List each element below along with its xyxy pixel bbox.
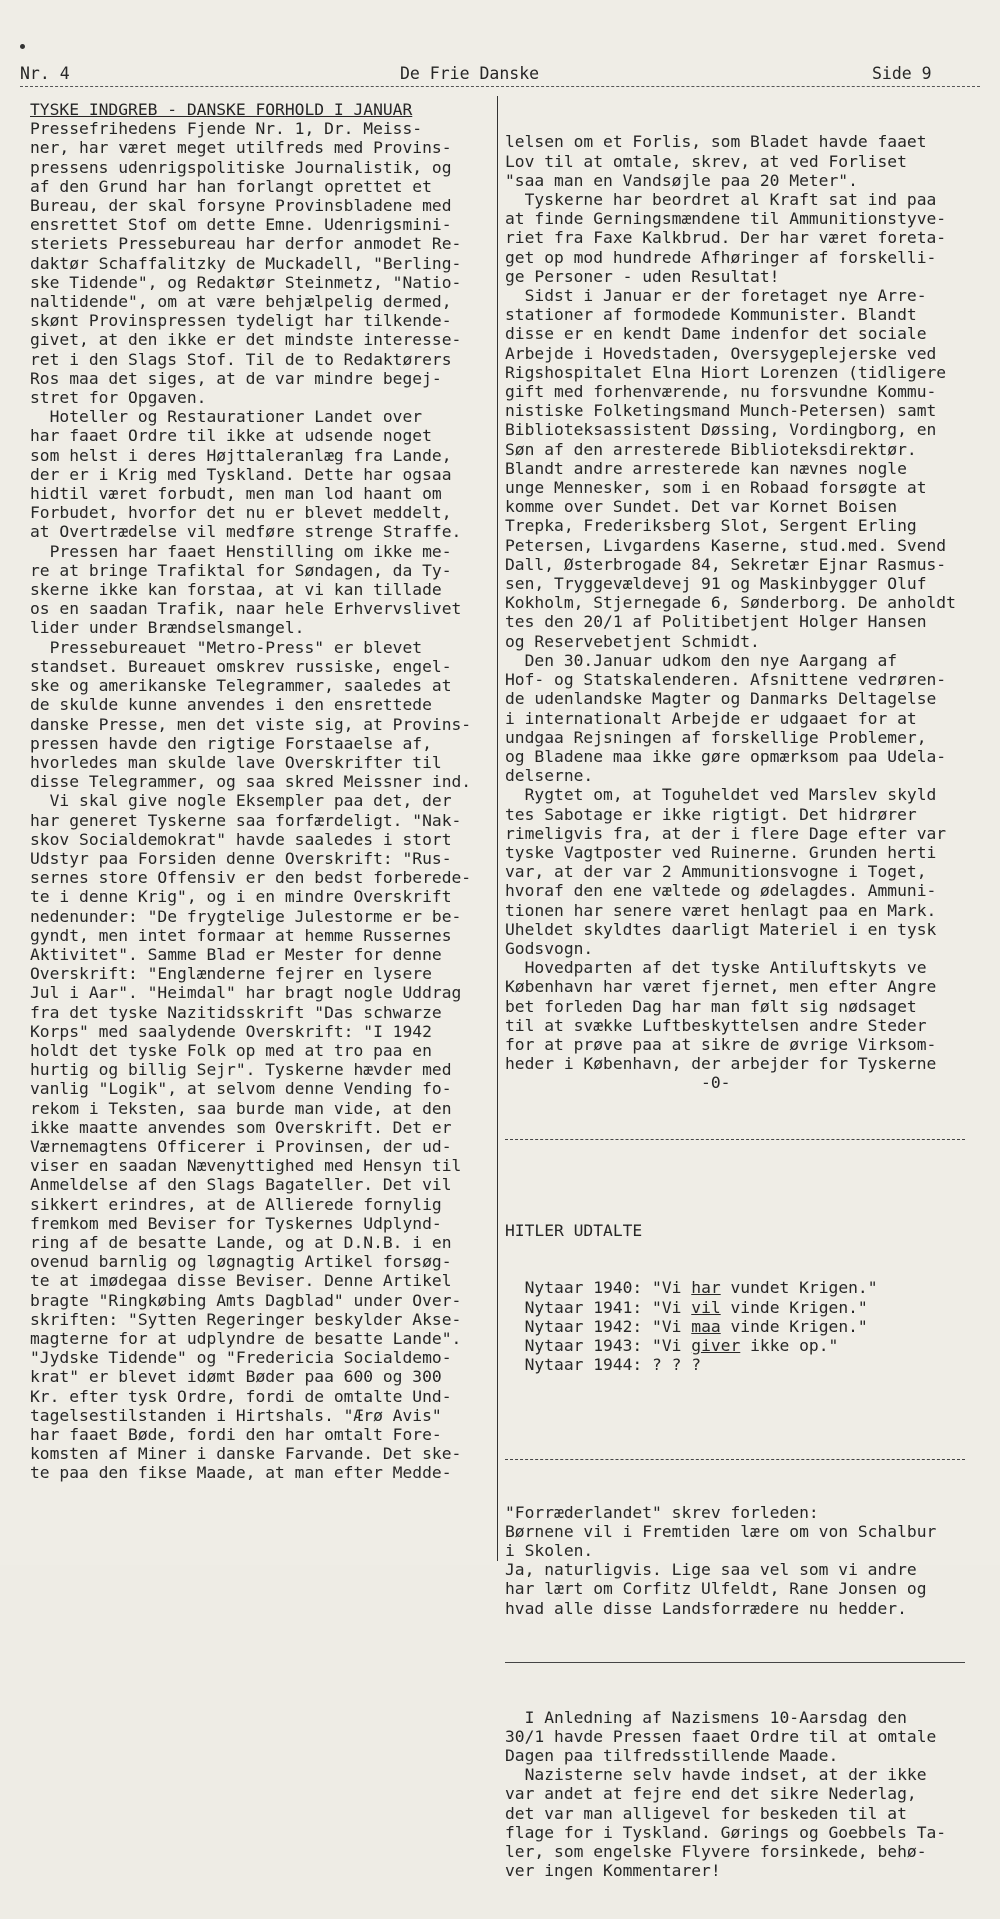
nazisme-line: Dagen paa tilfredsstillende Maade. (505, 1746, 839, 1766)
left-column-line: sernes store Offensiv er den bedst forberede- (30, 868, 472, 888)
left-column-line: te at imødegaa disse Beviser. Denne Artikel (30, 1271, 452, 1291)
left-column-line: danske Presse, men det viste sig, at Provins- (30, 714, 472, 734)
hitler-post: vinde Krigen." (720, 1316, 868, 1336)
left-column-line: Korps" med saalydende Overskrift: "I 1942 (30, 1021, 432, 1041)
right-column-line: Rigshospitalet Elna Hiort Lorenzen (tidligere (505, 362, 947, 382)
right-column-line: "saa man en Vandsøjle paa 20 Meter". (505, 170, 858, 190)
left-column-line: ring af de besatte Lande, og at D.N.B. i en (30, 1232, 452, 1252)
nazisme-line: I Anledning af Nazismens 10-Aarsdag den (505, 1707, 907, 1727)
left-column-line: Pressebureauet "Metro-Press" er blevet (30, 637, 423, 657)
left-column-line: Overskrift: "Englænderne fejrer en lysere (30, 964, 432, 984)
forraeder-line: i Skolen. (505, 1541, 594, 1561)
right-column-line: Tyskerne har beordret al Kraft sat ind paa (505, 190, 937, 210)
left-column-line: ensrettet Stof om dette Emne. Udenrigsmini- (30, 215, 452, 235)
right-column-line: Godsvogn. (505, 938, 594, 958)
left-column-line: Vi skal give nogle Eksempler paa det, der (30, 791, 452, 811)
right-column-line: de udenlandske Magter og Danmarks Deltagelse (505, 689, 937, 709)
section-rule (505, 1662, 965, 1663)
left-column-line: fra det tyske Nazitidsskrift "Das schwarze (30, 1002, 442, 1022)
left-column-line: te i denne Krig", og i en mindre Overskrift (30, 887, 452, 907)
nazisme-line: ler, som engelske Flyvere forsinkede, behø- (505, 1842, 927, 1862)
section-rule (505, 1139, 965, 1140)
left-column-line: de skulde kunne anvendes i den ensrettede (30, 695, 432, 715)
hitler-key: giver (691, 1336, 741, 1355)
left-column-line: steriets Pressebureau har derfor anmodet Re- (30, 234, 462, 254)
nazisme-line: 30/1 havde Pressen faaet Ordre til at omtale (505, 1726, 937, 1746)
right-column-line: sen, Tryggevældevej 91 og Maskinbygger Oluf (505, 574, 927, 594)
right-column-line: hvoraf den ene væltede og ødelagdes. Ammuni- (505, 881, 937, 901)
nazisme-line: flage for i Tyskland. Gørings og Goebbels Ta- (505, 1822, 947, 1842)
left-column-line: ovenud barnlig og løgnagtig Artikel forsøg- (30, 1252, 452, 1272)
right-column-line: get op mod hundrede Afhøringer af forskelli- (505, 247, 937, 267)
left-column-line: stret for Opgaven. (30, 388, 207, 408)
ink-mark (20, 44, 25, 49)
right-column-line: gift med forhenværende, nu forsvundne Kommu- (505, 382, 937, 402)
hitler-pre: "Vi (652, 1278, 692, 1298)
left-column-line: af den Grund har han forlangt oprettet et (30, 176, 432, 196)
right-column-line: heder i København, der arbejder for Tyskerne (505, 1054, 937, 1074)
left-column-line: Aktivitet". Samme Blad er Mester for denne (30, 944, 442, 964)
left-column-line: daktør Schaffalitzky de Muckadell, "Berling- (30, 253, 462, 273)
right-column-line: ge Personer - uden Resultat! (505, 266, 780, 286)
left-column-line: holdt det tyske Folk op med at tro paa en (30, 1040, 432, 1060)
hitler-pre: ? ? ? (652, 1355, 702, 1375)
forraeder-line: "Forræderlandet" skrev forleden: (505, 1502, 819, 1522)
right-column-line: Dall, Østerbrogade 84, Sekretær Ejnar Rasmus- (505, 554, 947, 574)
left-column-line: Værnemagtens Officerer i Provinsen, der ud- (30, 1136, 452, 1156)
hitler-quote-row (505, 1278, 995, 1297)
left-column (30, 100, 495, 1483)
left-column-line: standset. Bureauet omskrev russiske, engel- (30, 656, 452, 676)
right-column-line: tyske Vagtposter ved Ruinerne. Grunden herti (505, 842, 937, 862)
hitler-quotes (505, 1182, 995, 1412)
column-divider (497, 96, 498, 1561)
nazisme-line: Nazisterne selv havde indset, at der ikke (505, 1765, 927, 1785)
left-column-line: Hoteller og Restaurationer Landet over (30, 407, 423, 427)
left-column-line: Jul i Aar". "Heimdal" har bragt nogle Uddrag (30, 983, 462, 1003)
left-column-line: Kr. efter tysk Ordre, fordi de omtalte Und- (30, 1386, 452, 1406)
hitler-quote-row (505, 1336, 995, 1355)
nazisme-line: var andet at fejre end det sikre Nederlag, (505, 1784, 917, 1804)
hitler-quote-row (505, 1355, 995, 1374)
paper-title: De Frie Danske (400, 64, 540, 83)
left-column-line: pressen havde den rigtige Forstaaelse af, (30, 733, 432, 753)
right-column-line: at finde Gerningsmændene til Ammunitionstyve- (505, 209, 947, 229)
left-column-line: disse Telegrammer, og saa skred Meissner ind. (30, 772, 472, 792)
right-column-line: tes den 20/1 af Politibetjent Holger Hansen (505, 612, 927, 632)
right-column-line: delserne. (505, 766, 594, 786)
left-column-line: har faaet Bøde, fordi den har omtalt Fore- (30, 1425, 442, 1445)
left-column-line: bragte "Ringkøbing Amts Dagblad" under Over- (30, 1290, 462, 1310)
left-column-line: skov Socialdemokrat" havde saaledes i stort (30, 829, 452, 849)
left-column-line: sikkert erindres, at de Allierede fornylig (30, 1194, 442, 1214)
left-column-line: te paa den fikse Maade, at man efter Medde- (30, 1463, 452, 1483)
left-column-line: komsten af Miner i danske Farvande. Det ske- (30, 1444, 462, 1464)
right-column-line: og Bladene maa ikke gøre opmærksom paa Udela- (505, 746, 947, 766)
left-column-line: Ros maa det siges, at de var mindre begej- (30, 368, 442, 388)
right-column-line: Søn af den arresterede Biblioteksdirektør. (505, 439, 917, 459)
hitler-post: vundet Krigen." (720, 1278, 878, 1298)
right-column-line: Rygtet om, at Toguheldet ved Marslev skyld (505, 785, 937, 805)
forraeder-line: har lært om Corfitz Ulfeldt, Rane Jonsen og (505, 1579, 927, 1599)
right-column-line: komme over Sundet. Det var Kornet Boisen (505, 497, 898, 517)
right-column-line: Den 30.Januar udkom den nye Aargang af (505, 650, 898, 670)
left-column-line: ikke maatte anvendes som Overskrift. Det er (30, 1117, 452, 1137)
nazisme-line: ver ingen Kommentarer! (505, 1861, 721, 1881)
left-column-line: skerne ikke kan forstaa, at vi kan tillade (30, 580, 442, 600)
left-column-line: krat" er blevet idømt Bøder paa 600 og 300 (30, 1367, 442, 1387)
right-column-line: Lov til at omtale, skrev, at ved Forliset (505, 151, 907, 171)
left-column-line: lider under Brændselsmangel. (30, 618, 305, 638)
page-number: Side 9 (872, 64, 932, 83)
hitler-pre: "Vi (652, 1297, 692, 1317)
hitler-year: Nytaar 1940: (505, 1278, 653, 1298)
forraeder-line: Ja, naturligvis. Lige saa vel som vi andre (505, 1560, 917, 1580)
forraeder-line: Børnene vil i Fremtiden lære om von Schalbur (505, 1521, 937, 1541)
left-column-line: Anmeldelse af den Slags Bagateller. Det vil (30, 1175, 452, 1195)
right-column-line: til at svække Luftbeskyttelsen andre Steder (505, 1015, 927, 1035)
left-column-line: har generet Tyskerne saa forfærdeligt. "Nak- (30, 810, 462, 830)
hitler-title: HITLER UDTALTE (505, 1220, 643, 1240)
left-column-line: skriften: "Sytten Regeringer beskylder Akse- (30, 1309, 462, 1329)
right-column-line: unge Mennesker, som i en Robaad forsøgte at (505, 478, 927, 498)
right-column-line: Hof- og Statskalenderen. Afsnittene vedrøren- (505, 670, 947, 690)
right-column-line: var, at der var 2 Ammunitionsvogne i Toget, (505, 862, 927, 882)
right-column-line: disse er en kendt Dame indenfor det sociale (505, 324, 927, 344)
left-column-line: "Jydske Tidende" og "Fredericia Socialdemo- (30, 1348, 452, 1368)
hitler-key: maa (691, 1316, 721, 1336)
right-column-line: bet forleden Dag har man følt sig nødsaget (505, 996, 917, 1016)
right-column-line: i internationalt Arbejde er udgaaet for at (505, 708, 917, 728)
nazisme-note (505, 1708, 995, 1881)
right-column-line: og Reservebetjent Schmidt. (505, 631, 760, 651)
left-column-line: nedenunder: "De frygtelige Julestorme er be- (30, 906, 462, 926)
right-column-line: tionen har senere været henlagt paa en Mark. (505, 900, 937, 920)
left-column-line: naltidende", om at være behjælpelig dermed, (30, 292, 452, 312)
left-column-line: ske og amerikanske Telegrammer, saaledes at (30, 676, 452, 696)
left-column-line: Bureau, der skal forsyne Provinsbladene med (30, 196, 452, 216)
left-column-line: rekom i Teksten, saa burde man vide, at den (30, 1098, 452, 1118)
right-column-line: Petersen, Livgardens Kaserne, stud.med. Svend (505, 535, 947, 555)
left-column-line: Udstyr paa Forsiden denne Overskrift: "Rus- (30, 848, 452, 868)
right-column-line: Kokholm, Stjernegade 6, Sønderborg. De anholdt (505, 593, 956, 613)
left-column-line: har faaet Ordre til ikke at udsende noget (30, 426, 432, 446)
hitler-quote-row (505, 1298, 995, 1317)
left-column-line: magterne for at udplyndre de besatte Lande". (30, 1329, 462, 1348)
right-column-line: nistiske Folketingsmand Munch-Petersen) samt (505, 401, 937, 421)
right-column-line: Sidst i Januar er der foretaget nye Arre- (505, 286, 927, 306)
header-rule (20, 86, 980, 87)
left-column-line: ske Tidende", og Redaktør Steinmetz, "Natio- (30, 272, 462, 292)
hitler-year: Nytaar 1943: (505, 1336, 653, 1355)
right-column-line: Blandt andre arresterede kan nævnes nogle (505, 458, 907, 478)
right-column (505, 94, 995, 1919)
hitler-post: vinde Krigen." (720, 1297, 868, 1317)
left-column-line: givet, at den ikke er det mindste interesse- (30, 330, 462, 350)
right-column-line: undgaa Rejsningen af forskellige Problemer, (505, 727, 927, 747)
left-column-line: vanlig "Logik", at selvom denne Vending fo- (30, 1079, 452, 1099)
left-column-line: os en saadan Trafik, naar hele Erhvervslivet (30, 599, 462, 619)
hitler-pre: "Vi (652, 1336, 692, 1355)
section-rule (505, 1459, 965, 1460)
right-column-line: tes Sabotage er ikke rigtigt. Det hidrører (505, 804, 917, 824)
right-column-line: for at prøve paa at sikre de øvrige Virksom- (505, 1034, 937, 1054)
right-column-line: Uheldet skyldtes daarligt Materiel i en tysk (505, 919, 937, 939)
left-column-line: Forbudet, hvorfor det nu er blevet meddelt, (30, 503, 452, 523)
right-column-line: lelsen om et Forlis, som Bladet havde faaet (505, 132, 927, 152)
right-column-line: Hovedparten af det tyske Antiluftskyts ve (505, 958, 927, 978)
right-column-line: stationer af formodede Kommunister. Blandt (505, 305, 917, 325)
hitler-year: Nytaar 1941: (505, 1297, 653, 1317)
left-column-line: skønt Provinspressen tydeligt har tilkende- (30, 311, 452, 331)
left-column-line: TYSKE INDGREB - DANSKE FORHOLD I JANUAR (30, 100, 413, 119)
left-column-line: som helst i deres Højttaleranlæg fra Lande, (30, 445, 452, 465)
article-continuation (505, 132, 995, 1092)
right-column-line: Trepka, Frederiksberg Slot, Sergent Erling (505, 516, 917, 536)
left-column-line: hurtig og billig Sejr". Tyskerne hævder med (30, 1060, 452, 1080)
right-column-line: Arbejde i Hovedstaden, Oversygeplejerske ved (505, 343, 937, 363)
hitler-year: Nytaar 1944: (505, 1355, 653, 1375)
hitler-pre: "Vi (652, 1316, 692, 1336)
left-column-line: ret i den Slags Stof. Til de to Redaktørers (30, 349, 452, 369)
left-column-line: at Overtrædelse vil medføre strenge Straffe. (30, 522, 462, 542)
issue-number: Nr. 4 (20, 64, 70, 83)
hitler-year: Nytaar 1942: (505, 1316, 653, 1336)
left-column-line: hidtil været forbudt, men man lod haant om (30, 484, 442, 504)
right-column-line: rimeligvis fra, at der i flere Dage efter var (505, 823, 947, 843)
left-column-line: ner, har været meget utilfreds med Provins- (30, 138, 452, 158)
right-column-line: Biblioteksassistent Døssing, Vordingborg, en (505, 420, 937, 440)
left-column-line: Pressen har faaet Henstilling om ikke me- (30, 541, 452, 561)
left-column-line: fremkom med Beviser for Tyskernes Udplynd- (30, 1213, 442, 1233)
left-column-line: hvorledes man skulde lave Overskrifter til (30, 752, 442, 772)
hitler-post: ikke op." (740, 1336, 839, 1355)
left-column-line: pressens udenrigspolitiske Journalistik, og (30, 157, 452, 177)
hitler-key: har (691, 1278, 721, 1298)
left-column-line: der er i Krig med Tyskland. Dette har ogsaa (30, 464, 452, 484)
forraeder-note (505, 1503, 995, 1618)
left-column-line: gyndt, men intet formaar at hemme Russernes (30, 925, 452, 945)
left-column-line: Pressefrihedens Fjende Nr. 1, Dr. Meiss- (30, 119, 423, 139)
hitler-quote-row (505, 1317, 995, 1336)
right-column-line: -0- (505, 1073, 731, 1093)
left-column-line: tagelsestilstanden i Hirtshals. "Ærø Avis" (30, 1405, 442, 1425)
forraeder-line: hvad alle disse Landsforrædere nu hedder. (505, 1598, 907, 1618)
right-column-line: København har været fjernet, men efter Angre (505, 977, 937, 997)
hitler-key: vil (691, 1297, 721, 1317)
nazisme-line: det var man alligevel for beskeden til at (505, 1803, 907, 1823)
right-column-line: riet fra Faxe Kalkbrud. Der har været foreta- (505, 228, 947, 248)
left-column-line: re at bringe Trafiktal for Søndagen, da Ty- (30, 560, 452, 580)
left-column-line: viser en saadan Nævenyttighed med Hensyn til (30, 1156, 462, 1176)
